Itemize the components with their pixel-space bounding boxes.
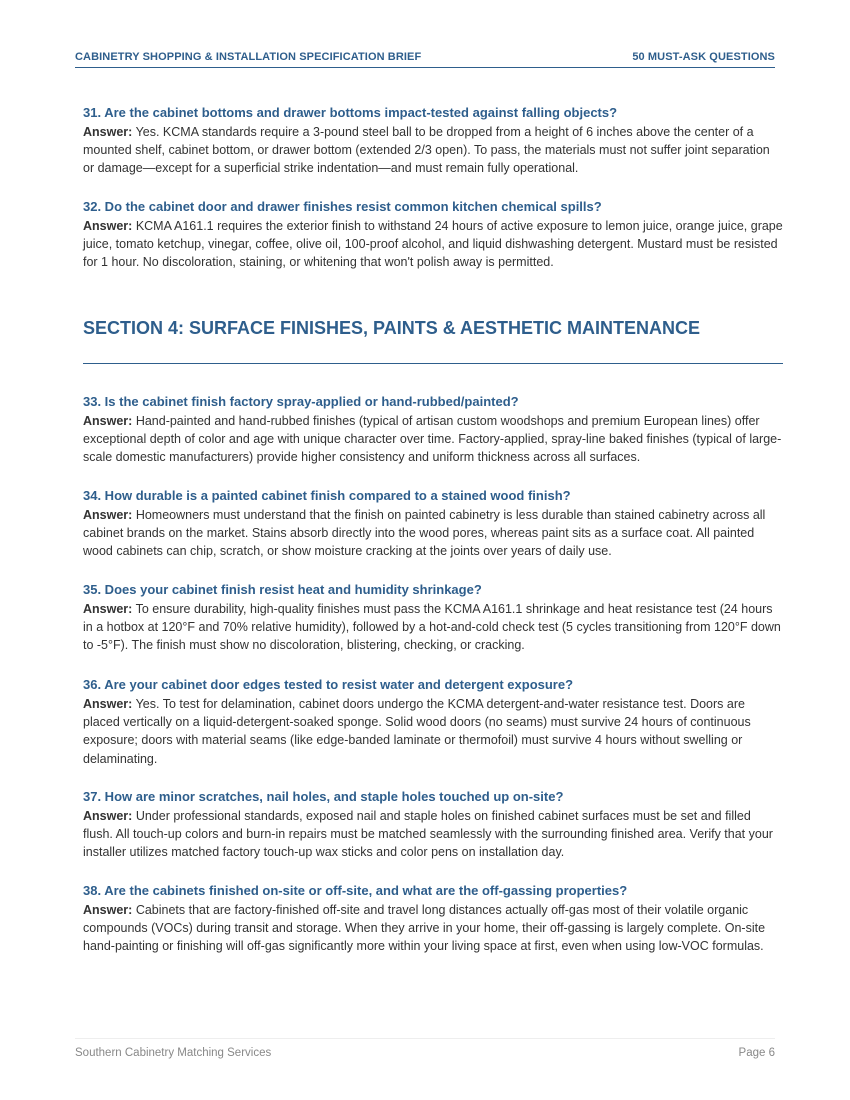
answer-34 bbox=[83, 506, 783, 561]
footer-company: Southern Cabinetry Matching Services bbox=[75, 1047, 272, 1059]
answer-35 bbox=[83, 600, 783, 655]
answer-label: Answer: bbox=[83, 903, 133, 917]
answer-label: Answer: bbox=[83, 508, 133, 522]
question-35: 35. Does your cabinet finish resist heat and humidity shrinkage? bbox=[83, 582, 482, 597]
answer-label: Answer: bbox=[83, 219, 133, 233]
qa-item-32 bbox=[83, 198, 783, 272]
question-32: 32. Do the cabinet door and drawer finishes resist common kitchen chemical spills? bbox=[83, 199, 602, 214]
answer-text: Yes. To test for delamination, cabinet doors undergo the KCMA detergent-and-water resistance test. Doors are placed vertically on a liquid-detergent-soaked sponge. Solid wood doors (no seams) must survive 24 hours of continuous exposure; doors with material seams (like edge-banded laminate or thermofoil) must survive 4 hours without swelling or delaminating. bbox=[83, 697, 751, 766]
answer-37 bbox=[83, 807, 783, 862]
answer-36 bbox=[83, 695, 783, 768]
answer-label: Answer: bbox=[83, 414, 133, 428]
question-31: 31. Are the cabinet bottoms and drawer bottoms impact-tested against falling objects? bbox=[83, 105, 618, 120]
qa-item-31 bbox=[83, 104, 783, 178]
answer-32 bbox=[83, 217, 783, 272]
section-divider bbox=[83, 363, 783, 364]
section-title: SECTION 4: SURFACE FINISHES, PAINTS & AESTHETIC MAINTENANCE bbox=[83, 318, 701, 338]
answer-text: Cabinets that are factory-finished off-site and travel long distances actually off-gas most of their volatile organic compounds (VOCs) during transit and storage. When they arrive in your home, their off-gassing is largely complete. On-site hand-painting or finishing will off-gas significantly more within your living space at first, even when using low-VOC formulas. bbox=[83, 903, 766, 954]
qa-item-36 bbox=[83, 676, 783, 768]
question-36: 36. Are your cabinet door edges tested to resist water and detergent exposure? bbox=[83, 677, 574, 692]
answer-text: Under professional standards, exposed nail and staple holes on finished cabinet surfaces must be set and filled flush. All touch-up colors and burn-in repairs must be matched seamlessly with the surrounding finished area. Verify that your installer utilizes matched factory touch-up wax sticks and color pens on installation day. bbox=[83, 809, 773, 860]
answer-label: Answer: bbox=[83, 602, 133, 616]
header-doc-subtitle: 50 MUST-ASK QUESTIONS bbox=[632, 51, 775, 63]
qa-item-37 bbox=[83, 788, 783, 862]
answer-text: Homeowners must understand that the finish on painted cabinetry is less durable than stained cabinetry across all cabinet brands on the market. Stains absorb directly into the wood pores, whereas paint sits as a surface coat. All painted wood cabinets can chip, scratch, or show moisture cracking at the joints over years of daily use. bbox=[83, 508, 766, 559]
page-number: Page 6 bbox=[738, 1047, 775, 1059]
question-37: 37. How are minor scratches, nail holes, and staple holes touched up on-site? bbox=[83, 789, 564, 804]
qa-item-38 bbox=[83, 882, 783, 956]
footer-divider bbox=[75, 1038, 775, 1039]
qa-item-35 bbox=[83, 581, 783, 655]
answer-text: Hand-painted and hand-rubbed finishes (typical of artisan custom woodshops and premium European lines) offer exceptional depth of color and age with unique character over time. Factory-applied, spray-line baked finishes (typical of large-scale domestic manufacturers) provide higher consistency and uniform thickness across all surfaces. bbox=[83, 414, 782, 465]
answer-label: Answer: bbox=[83, 697, 133, 711]
answer-text: To ensure durability, high-quality finishes must pass the KCMA A161.1 shrinkage and heat resistance test (24 hours in a hotbox at 120°F and 70% relative humidity), followed by a hot-and-cold check test (5 cycles transitioning from 120°F down to -5°F). The finish must show no discoloration, blistering, checking, or cracking. bbox=[83, 602, 781, 653]
qa-item-33 bbox=[83, 393, 783, 467]
answer-label: Answer: bbox=[83, 125, 133, 139]
header-doc-title: CABINETRY SHOPPING & INSTALLATION SPECIFICATION BRIEF bbox=[75, 51, 422, 63]
question-34: 34. How durable is a painted cabinet finish compared to a stained wood finish? bbox=[83, 488, 571, 503]
question-38: 38. Are the cabinets finished on-site or off-site, and what are the off-gassing properties? bbox=[83, 883, 628, 898]
answer-38 bbox=[83, 901, 783, 956]
answer-text: Yes. KCMA standards require a 3-pound steel ball to be dropped from a height of 6 inches above the center of a mounted shelf, cabinet bottom, or drawer bottom (extended 2/3 open). To pass, the materials must not suffer joint separation or damage—except for a superficial strike indentation—and must remain fully operational. bbox=[83, 125, 770, 176]
answer-33 bbox=[83, 412, 783, 467]
answer-31 bbox=[83, 123, 783, 178]
qa-item-34 bbox=[83, 487, 783, 561]
answer-label: Answer: bbox=[83, 809, 133, 823]
answer-text: KCMA A161.1 requires the exterior finish to withstand 24 hours of active exposure to lemon juice, orange juice, grape juice, tomato ketchup, vinegar, coffee, olive oil, 100-proof alcohol, and liquid dishwashing detergent. Mustard must be resisted for 1 hour. No discoloration, staining, or whitening that won't polish away is permitted. bbox=[83, 219, 783, 270]
question-33: 33. Is the cabinet finish factory spray-applied or hand-rubbed/painted? bbox=[83, 394, 519, 409]
page-header bbox=[75, 51, 775, 68]
